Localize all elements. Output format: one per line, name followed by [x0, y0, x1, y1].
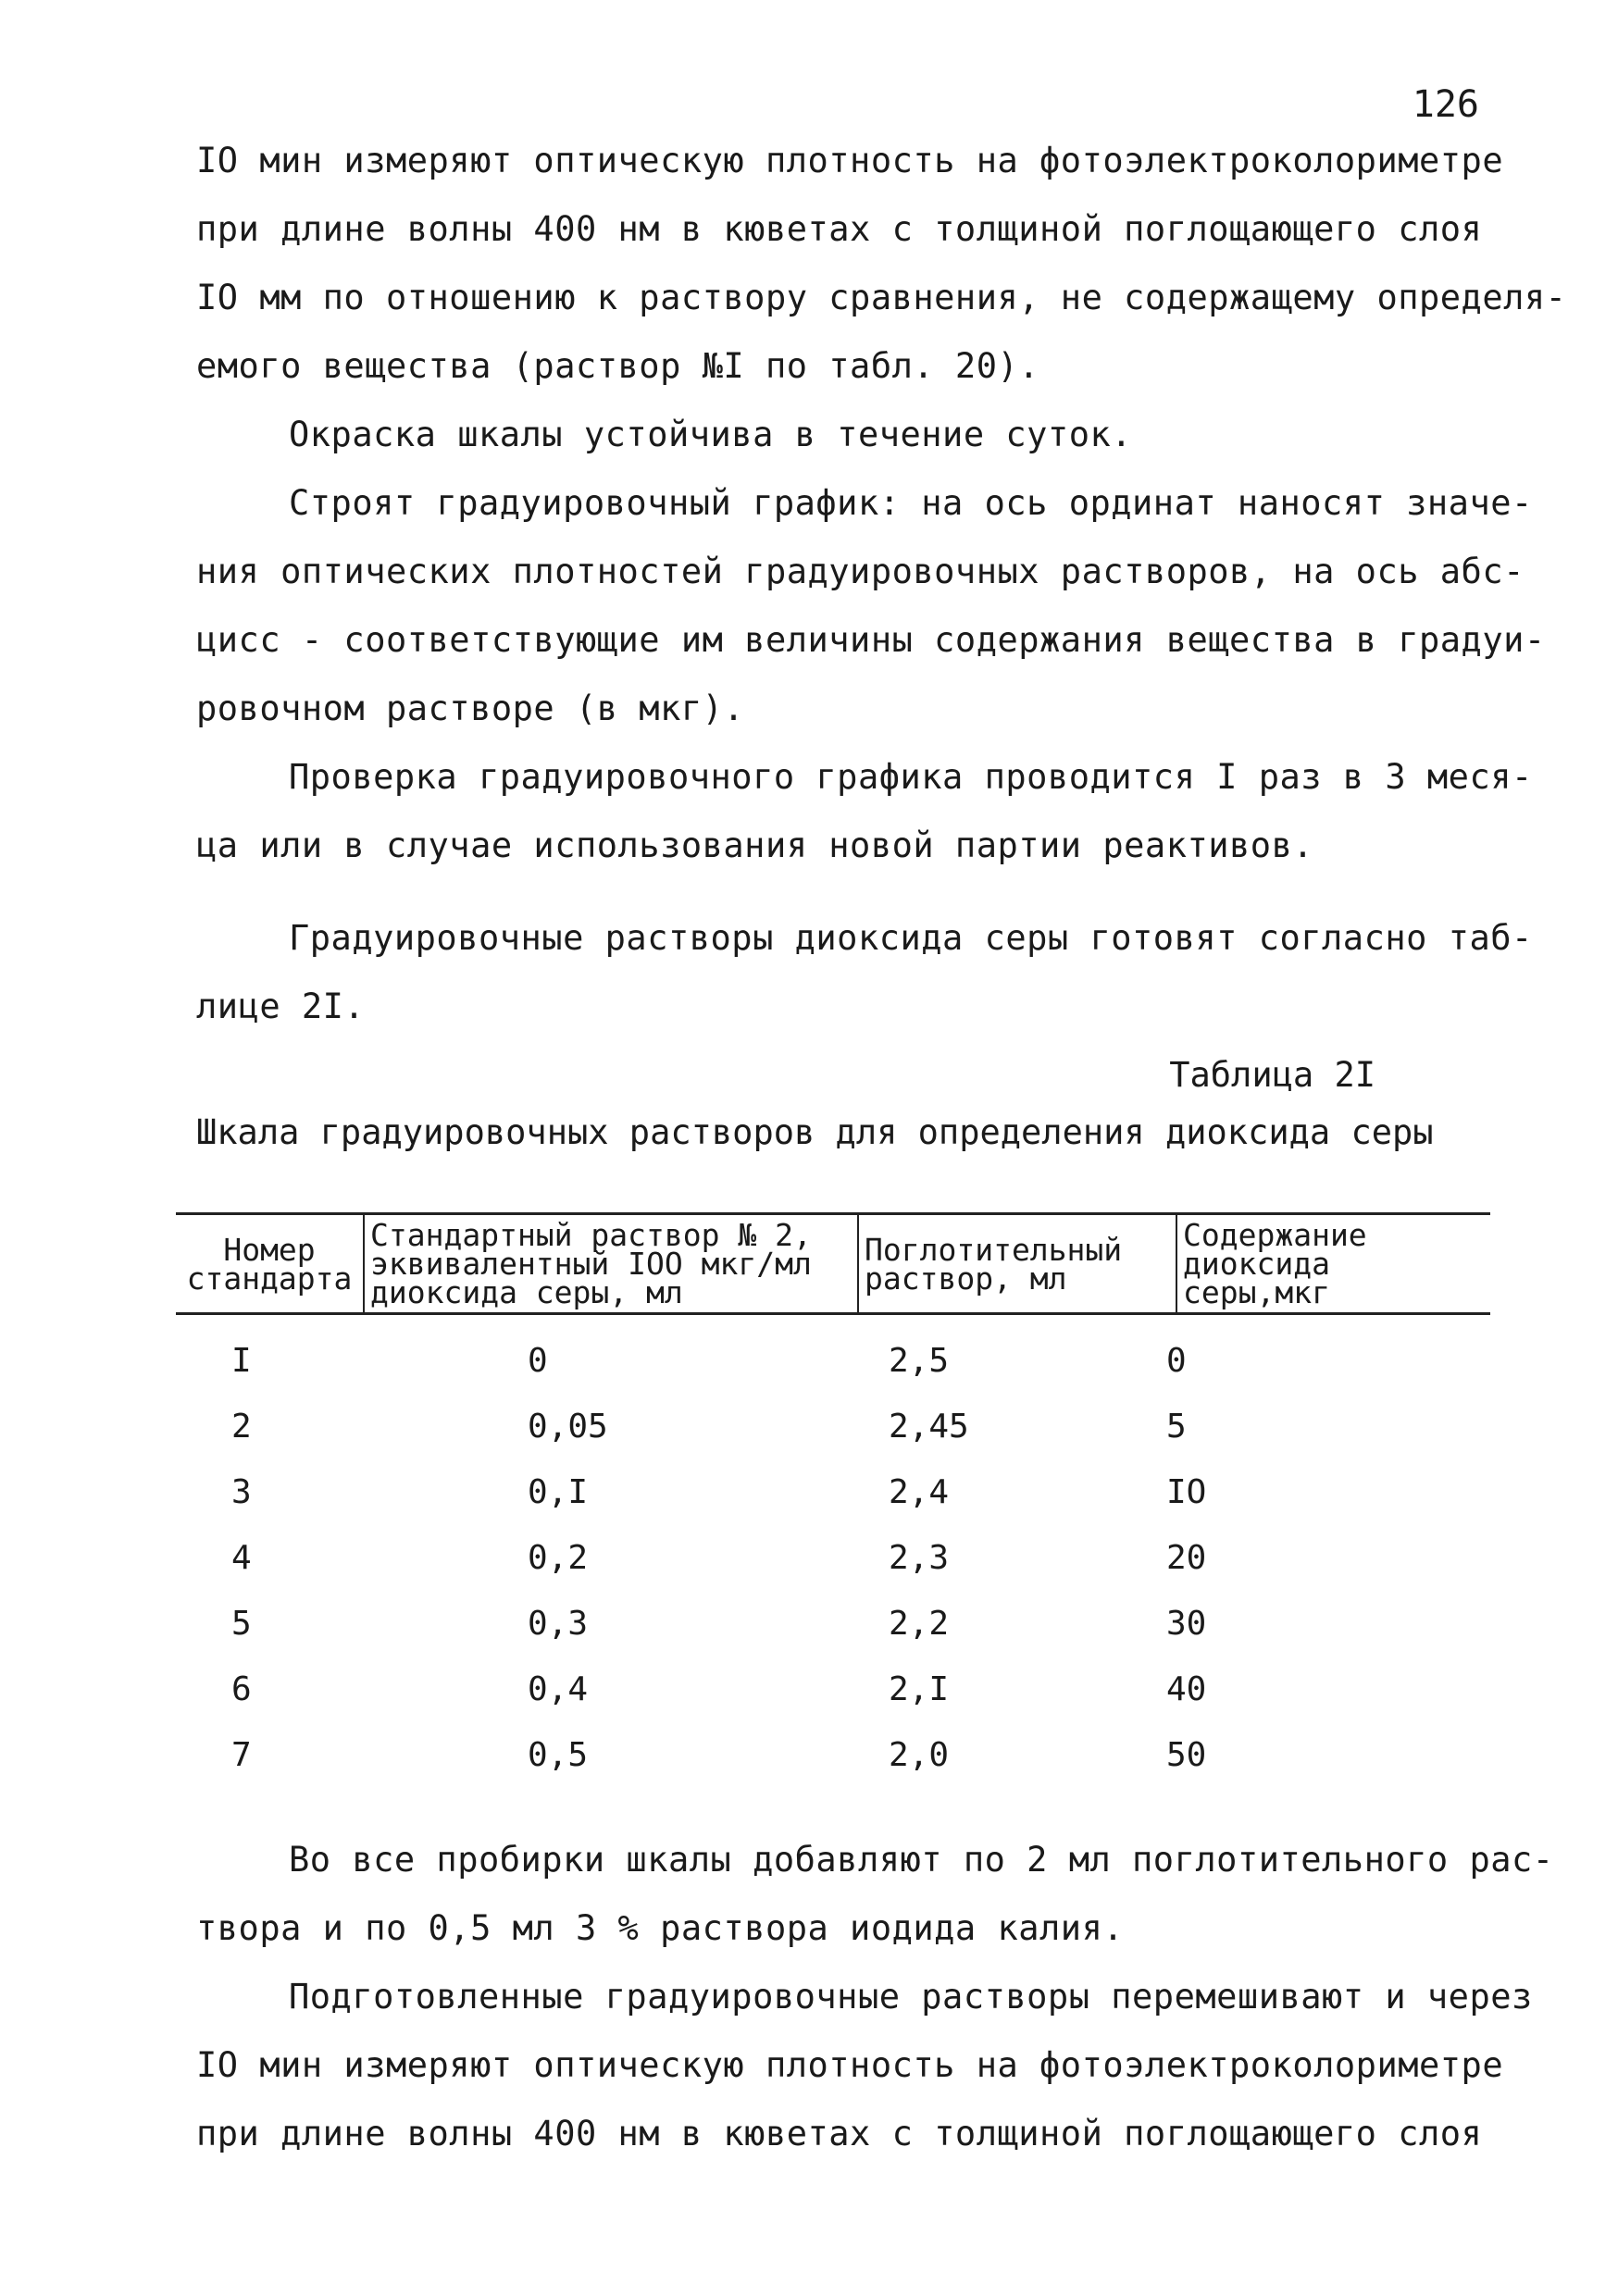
cell-standard-ml: 0,2	[528, 1539, 589, 1577]
cell-number: 3	[231, 1473, 252, 1511]
page-number: 126	[1412, 83, 1479, 126]
cell-content-mkg: 20	[1166, 1539, 1207, 1577]
cell-absorbing-ml: 2,4	[889, 1473, 950, 1511]
header-sulfur-dioxide-content: Содержание диоксида серы,мкг	[1176, 1214, 1490, 1314]
cell-absorbing-ml: 2,2	[889, 1605, 950, 1643]
cell-standard-ml: 0	[528, 1342, 548, 1380]
cell-absorbing-ml: 2,I	[889, 1670, 950, 1708]
cell-standard-ml: 0,4	[528, 1670, 589, 1708]
cell-number: I	[231, 1342, 252, 1380]
text-line: Градуировочные растворы диоксида серы готовят согласно таб-	[289, 918, 1533, 958]
text-line: лице 2I.	[196, 987, 366, 1026]
cell-content-mkg: 50	[1166, 1736, 1207, 1774]
cell-number: 4	[231, 1539, 252, 1577]
text-line: Проверка градуировочного графика проводится I раз в 3 меся-	[289, 757, 1533, 797]
text-line: цисс - соответствующие им величины содержания вещества в градуи-	[196, 620, 1546, 660]
table-row	[176, 1591, 1490, 1657]
cell-content-mkg: 0	[1166, 1342, 1187, 1380]
table-row	[176, 1657, 1490, 1722]
text-line: при длине волны 400 нм в кюветах с толщиной поглощающего слоя	[196, 209, 1483, 249]
header-standard-solution: Стандартный раствор № 2, эквивалентный IOO мкг/мл диоксида серы, мл	[364, 1214, 858, 1314]
text-line: Окраска шкалы устойчива в течение суток.	[289, 415, 1133, 454]
text-line: Подготовленные градуировочные растворы перемешивают и через	[289, 1977, 1533, 2017]
text-line: ния оптических плотностей градуировочных растворов, на ось абс-	[196, 552, 1525, 591]
text-line: емого вещества (раствор №I по табл. 20).	[196, 346, 1040, 386]
text-line: Строят градуировочный график: на ось ординат наносят значе-	[289, 483, 1533, 523]
text-line: Во все пробирки шкалы добавляют по 2 мл поглотительного рас-	[289, 1840, 1554, 1880]
cell-number: 7	[231, 1736, 252, 1774]
cell-absorbing-ml: 2,0	[889, 1736, 950, 1774]
table-row	[176, 1722, 1490, 1788]
text-line: ровочном растворе (в мкг).	[196, 689, 745, 728]
cell-absorbing-ml: 2,45	[889, 1408, 969, 1446]
cell-content-mkg: 40	[1166, 1670, 1207, 1708]
cell-content-mkg: 5	[1166, 1408, 1187, 1446]
calibration-table	[176, 1212, 1490, 1788]
text-line: ца или в случае использования новой партии реактивов.	[196, 825, 1314, 865]
cell-number: 2	[231, 1408, 252, 1446]
table-row	[176, 1394, 1490, 1459]
cell-number: 6	[231, 1670, 252, 1708]
text-line: IO мин измеряют оптическую плотность на фотоэлектроколориметре	[196, 141, 1504, 180]
cell-content-mkg: 30	[1166, 1605, 1207, 1643]
cell-number: 5	[231, 1605, 252, 1643]
text-line: при длине волны 400 нм в кюветах с толщиной поглощающего слоя	[196, 2114, 1483, 2153]
table-row	[176, 1459, 1490, 1525]
cell-standard-ml: 0,I	[528, 1473, 589, 1511]
text-line: IO мм по отношению к раствору сравнения, не содержащему определя-	[196, 278, 1567, 317]
cell-absorbing-ml: 2,3	[889, 1539, 950, 1577]
cell-standard-ml: 0,05	[528, 1408, 608, 1446]
cell-absorbing-ml: 2,5	[889, 1342, 950, 1380]
cell-standard-ml: 0,5	[528, 1736, 589, 1774]
header-absorbing-solution: Поглотительный раствор, мл	[858, 1214, 1176, 1314]
table-title: Шкала градуировочных растворов для определения диоксида серы	[196, 1112, 1434, 1152]
text-line: твора и по 0,5 мл 3 % раствора иодида калия.	[196, 1908, 1125, 1948]
text-line: IO мин измеряют оптическую плотность на фотоэлектроколориметре	[196, 2045, 1504, 2085]
header-standard-number: Номер стандарта	[176, 1214, 364, 1314]
cell-content-mkg: IO	[1166, 1473, 1207, 1511]
table-caption: Таблица 2I	[1169, 1055, 1375, 1095]
table-row	[176, 1525, 1490, 1591]
table-header-row	[176, 1214, 1490, 1314]
cell-standard-ml: 0,3	[528, 1605, 589, 1643]
table-row	[176, 1314, 1490, 1395]
